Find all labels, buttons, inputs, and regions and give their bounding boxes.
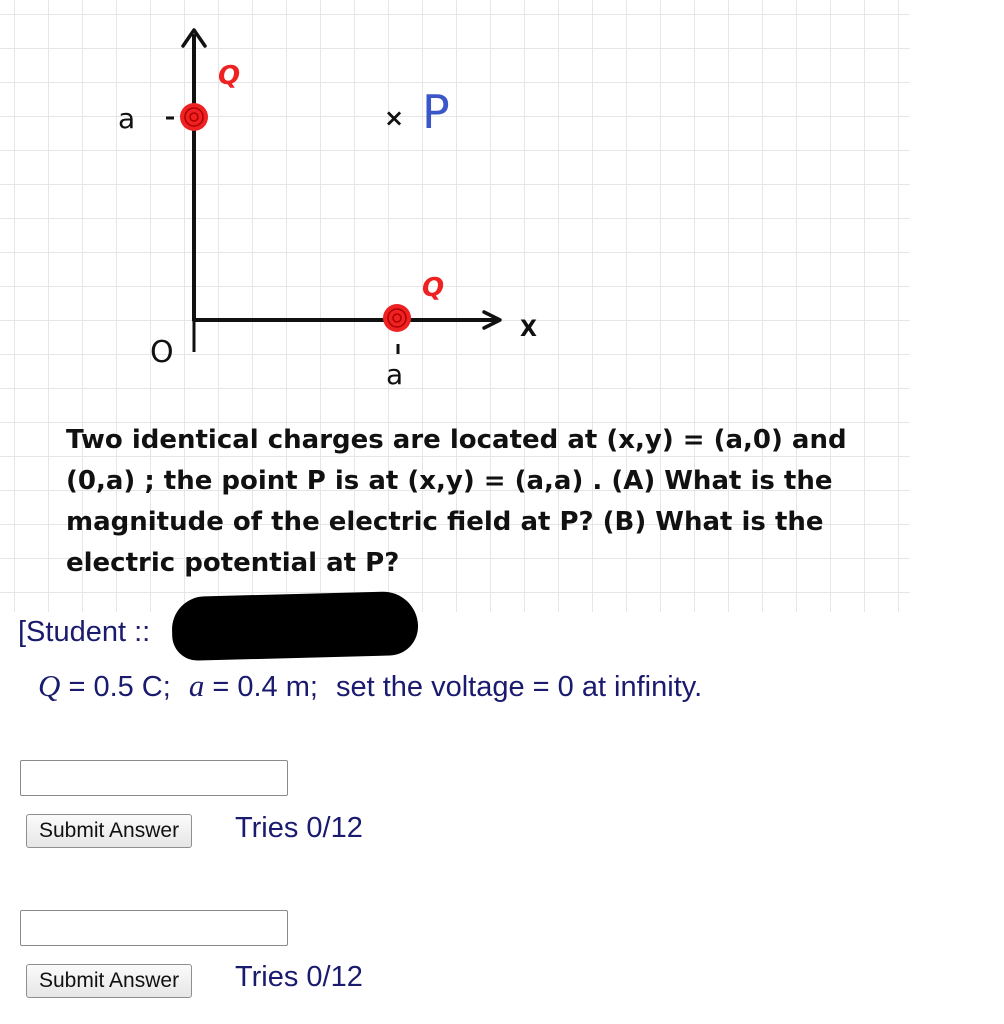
redaction-mark — [171, 591, 419, 661]
origin-label: O — [150, 335, 174, 370]
q-value: = 0.5 C; — [60, 671, 171, 703]
charge-label-right: Q — [422, 273, 445, 303]
tries-counter-a: Tries 0/12 — [235, 812, 363, 844]
x-tick-label: a — [386, 358, 404, 391]
answer-input-b[interactable] — [20, 910, 288, 946]
student-prefix: [Student :: — [18, 616, 151, 648]
submit-answer-button-b[interactable]: Submit Answer — [26, 964, 192, 998]
given-values — [38, 668, 702, 704]
a-value: = 0.4 m; — [204, 671, 318, 703]
submit-answer-button-a[interactable]: Submit Answer — [26, 814, 192, 848]
charge-0-a — [180, 103, 208, 131]
question-text: Two identical charges are located at (x,y) = (a,0) and (0,a) ; the point P is at (x,y) = (a,a) . (A) What is the magnitude of the electric field at P? (B) What is the electric potential at P? — [66, 425, 847, 578]
voltage-note: set the voltage = 0 at infinity. — [335, 671, 703, 703]
charge-a-0 — [383, 304, 411, 332]
charge-label-top: Q — [218, 61, 241, 91]
x-axis-label: X — [520, 317, 537, 342]
q-variable: Q — [38, 668, 61, 703]
point-p-mark: × — [384, 104, 405, 132]
y-tick-label: a — [118, 102, 136, 135]
a-variable: a — [188, 668, 205, 703]
point-p-label: P — [422, 85, 450, 139]
tries-counter-b: Tries 0/12 — [235, 961, 363, 993]
student-line — [18, 616, 150, 649]
answer-input-a[interactable] — [20, 760, 288, 796]
